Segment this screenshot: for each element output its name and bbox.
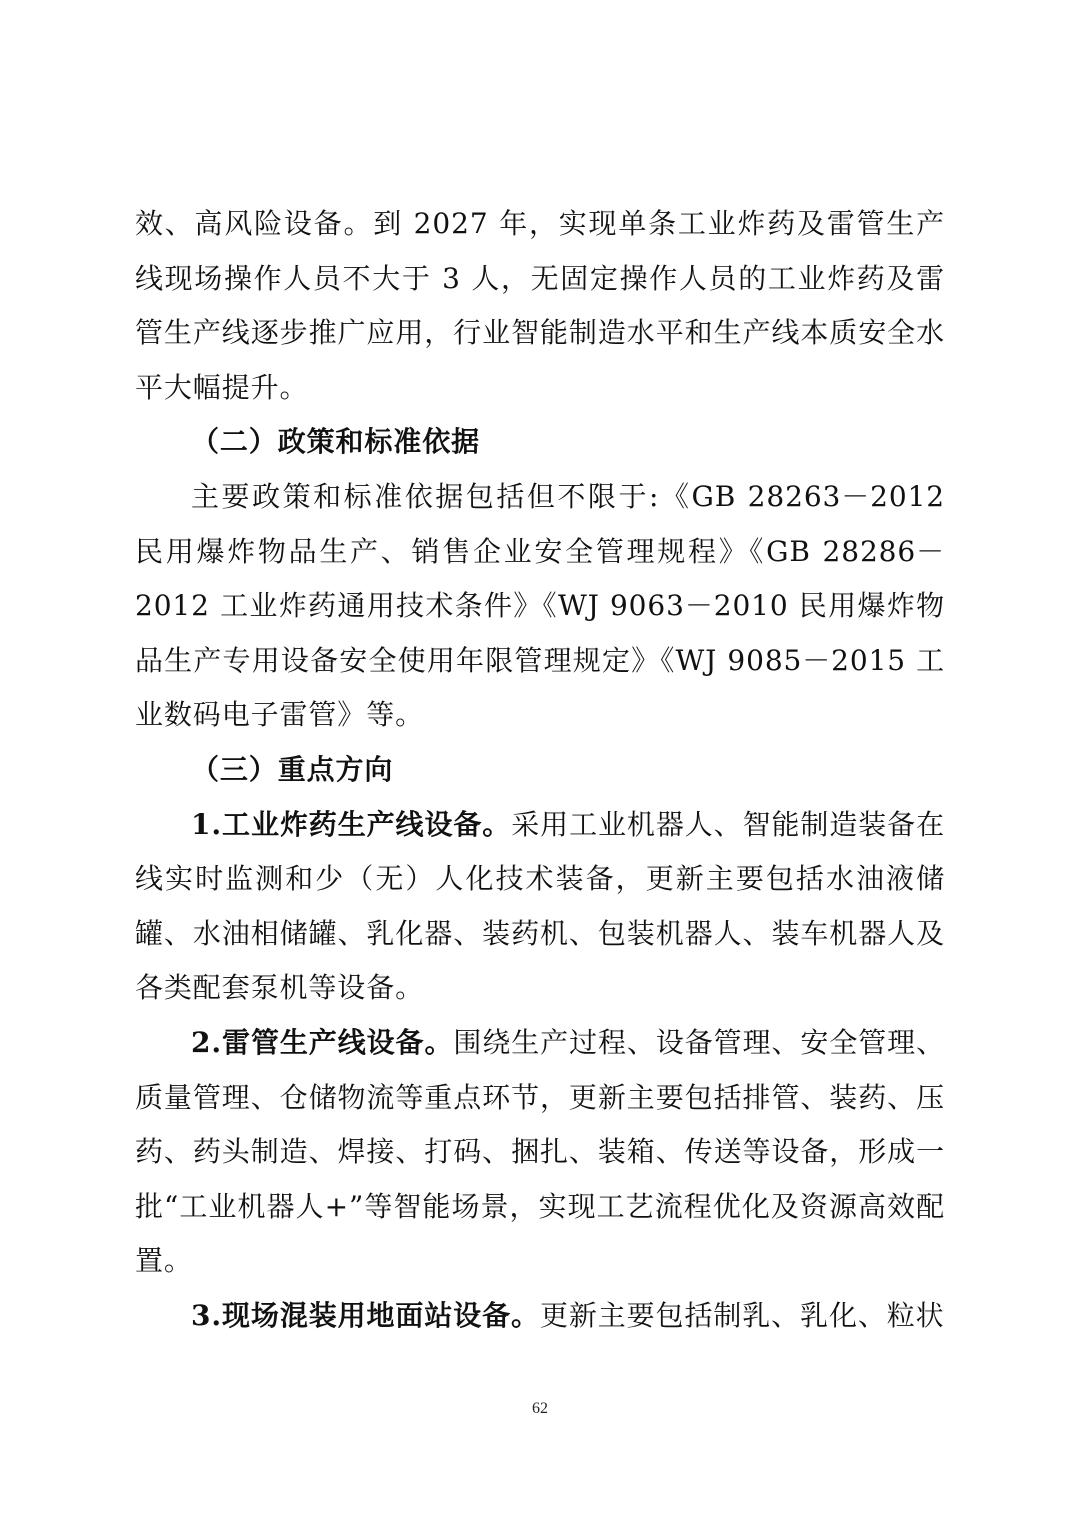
page-number: 62 [532, 1400, 548, 1417]
section-heading-policy-standards: （二）政策和标准依据 [191, 425, 481, 459]
section-heading-key-directions: （三）重点方向 [191, 752, 394, 786]
paragraph-continued: 效、高风险设备。到 2027 年，实现单条工业炸药及雷管生产线现场操作人员不大于 3 人，无固定操作人员的工业炸药及雷管生产线逐步推广应用，行业智能制造水平和生产线本质安全水平大幅提升。 [135, 207, 945, 404]
item-detonator-line-equipment [135, 1016, 945, 1289]
item-body-text: 更新主要包括制乳、乳化、粒状 [539, 1298, 945, 1332]
item-body-text: 采用工业机器人、智能制造装备在线实时监测和少（无）人化技术装备，更新主要包括水油液储罐、水油相储罐、乳化器、装药机、包装机器人、装车机器人及各类配套泵机等设备。 [135, 807, 945, 1005]
item-lead-text: 2.雷管生产线设备。 [191, 1025, 454, 1059]
paragraph-policy-standards: 主要政策和标准依据包括但不限于:《GB 28263－2012 民用爆炸物品生产、销售企业安全管理规程》《GB 28286－2012 工业炸药通用技术条件》《WJ 9063－2010 民用爆炸物品生产专用设备安全使用年限管理规定》《WJ 9085－2015 工业数码电子雷管》等。 [135, 479, 945, 732]
item-explosives-line-equipment [135, 798, 945, 1016]
item-lead-text: 1.工业炸药生产线设备。 [191, 807, 512, 841]
item-ground-station-equipment [135, 1289, 945, 1344]
document-body [135, 197, 945, 1343]
item-body-text: 围绕生产过程、设备管理、安全管理、质量管理、仓储物流等重点环节，更新主要包括排管、装药、压药、药头制造、焊接、打码、捆扎、装箱、传送等设备，形成一批“工业机器人+”等智能场景，实现工艺流程优化及资源高效配置。 [135, 1025, 945, 1278]
item-lead-text: 3.现场混装用地面站设备。 [191, 1298, 540, 1332]
